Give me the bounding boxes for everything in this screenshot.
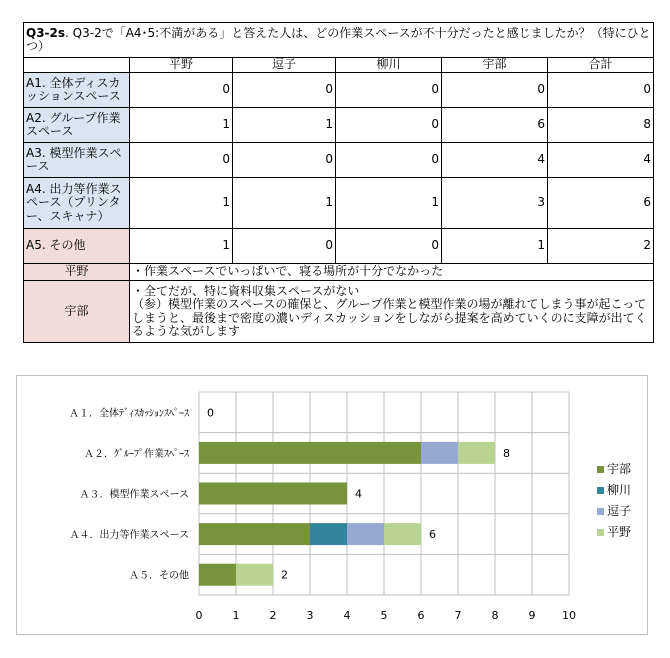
table-row	[24, 229, 654, 264]
question-code: Q3-2s	[26, 25, 66, 40]
category-label: Ａ１．全体ﾃﾞｨｽｶｯｼｮﾝｽﾍﾟｰｽ	[69, 408, 189, 420]
row-label: A3. 模型作業スペース	[24, 143, 130, 178]
row-label: A1. 全体ディスカッションスペース	[24, 73, 130, 108]
category-label: Ａ５．その他	[129, 570, 189, 582]
survey-table	[23, 22, 654, 343]
table-cell: 0	[233, 229, 336, 264]
table-row	[24, 108, 654, 143]
x-tick-label: 10	[562, 609, 576, 622]
data-label-total: 6	[429, 528, 436, 542]
column-header: 柳川	[336, 58, 442, 73]
question-row	[24, 23, 654, 58]
legend-swatch	[597, 466, 604, 473]
bar-segment	[458, 442, 495, 464]
legend-swatch	[597, 487, 604, 494]
row-label: A4. 出力等作業スペース（プリンター、スキャナ）	[24, 178, 130, 229]
x-tick-label: 1	[232, 609, 240, 622]
x-tick-label: 8	[491, 609, 499, 622]
legend-swatch	[597, 508, 604, 515]
table-cell: 0	[548, 73, 654, 108]
column-header: 平野	[130, 58, 233, 73]
table-cell: 6	[548, 178, 654, 229]
x-tick-label: 0	[195, 609, 203, 622]
table-cell: 1	[233, 178, 336, 229]
bar-segment	[199, 442, 421, 464]
x-tick-label: 6	[417, 609, 425, 622]
table-cell: 1	[442, 229, 548, 264]
bar-segment	[347, 523, 384, 545]
chart-frame	[16, 375, 648, 635]
table-cell: 0	[336, 108, 442, 143]
category-label: Ａ４．出力等作業スペース	[69, 530, 189, 542]
x-tick-label: 4	[343, 609, 351, 622]
table-cell: 6	[442, 108, 548, 143]
x-tick-label: 3	[306, 609, 314, 622]
table-cell: 3	[442, 178, 548, 229]
header-row	[24, 58, 654, 73]
category-label: Ａ３．模型作業スペース	[79, 489, 189, 501]
comment-text: ・作業スペースでいっぱいで、寝る場所が十分でなかった	[130, 264, 654, 281]
table-row	[24, 143, 654, 178]
x-tick-label: 9	[528, 609, 536, 622]
comment-row	[24, 281, 654, 343]
data-label-total: 4	[355, 487, 362, 501]
table-cell: 0	[130, 143, 233, 178]
data-label-total: 8	[503, 446, 510, 460]
bar-segment	[310, 523, 347, 545]
table-cell: 1	[336, 178, 442, 229]
bar-segment	[236, 564, 273, 586]
comment-text: ・全てだが、特に資料収集スペースがない （参）模型作業のスペースの確保と、グループ作業と模型作業の場が離れてしまう事が起こってしまうと、最後まで密度の濃いディスカッションをしながら提案を高めていくのに支障が出てくるような気がします	[130, 281, 654, 343]
table-row	[24, 178, 654, 229]
data-label-total: 2	[281, 568, 288, 582]
table-cell: 0	[336, 143, 442, 178]
row-label: A5. その他	[24, 229, 130, 264]
table-cell: 0	[336, 73, 442, 108]
table-cell: 4	[548, 143, 654, 178]
column-header: 宇部	[442, 58, 548, 73]
bar-segment	[384, 523, 421, 545]
comment-site: 平野	[24, 264, 130, 281]
table-row	[24, 73, 654, 108]
column-header: 逗子	[233, 58, 336, 73]
x-tick-label: 2	[269, 609, 277, 622]
legend-swatch	[597, 529, 604, 536]
bar-segment	[199, 564, 236, 586]
legend-label: 平野	[607, 525, 632, 539]
x-tick-label: 5	[380, 609, 388, 622]
question-cell	[24, 23, 654, 58]
column-header: 合計	[548, 58, 654, 73]
category-label: Ａ２．ｸﾞﾙｰﾌﾟ作業ｽﾍﾟｰｽ	[84, 448, 189, 460]
table-cell: 1	[130, 178, 233, 229]
comment-row	[24, 264, 654, 281]
bar-segment	[421, 442, 458, 464]
comment-site: 宇部	[24, 281, 130, 343]
header-corner	[24, 58, 130, 73]
legend-label: 柳川	[607, 483, 632, 497]
data-label-total: 0	[207, 406, 214, 420]
table-cell: 1	[130, 108, 233, 143]
legend-label: 逗子	[607, 504, 632, 518]
stacked-bar-chart	[17, 376, 647, 634]
table-cell: 1	[130, 229, 233, 264]
question-text: . Q3-2で「A4･5:不満がある」と答えた人は、どの作業スペースが不十分だったと感じましたか？（特にひとつ）	[26, 25, 651, 53]
table-cell: 0	[130, 73, 233, 108]
table-cell: 2	[548, 229, 654, 264]
table-cell: 0	[442, 73, 548, 108]
table-cell: 1	[233, 108, 336, 143]
bar-segment	[199, 523, 310, 545]
bar-segment	[199, 483, 347, 505]
table-cell: 0	[336, 229, 442, 264]
row-label: A2. グループ作業スペース	[24, 108, 130, 143]
legend-label: 宇部	[607, 462, 632, 476]
x-tick-label: 7	[454, 609, 462, 622]
table-cell: 0	[233, 143, 336, 178]
table-cell: 8	[548, 108, 654, 143]
table-cell: 0	[233, 73, 336, 108]
table-cell: 4	[442, 143, 548, 178]
